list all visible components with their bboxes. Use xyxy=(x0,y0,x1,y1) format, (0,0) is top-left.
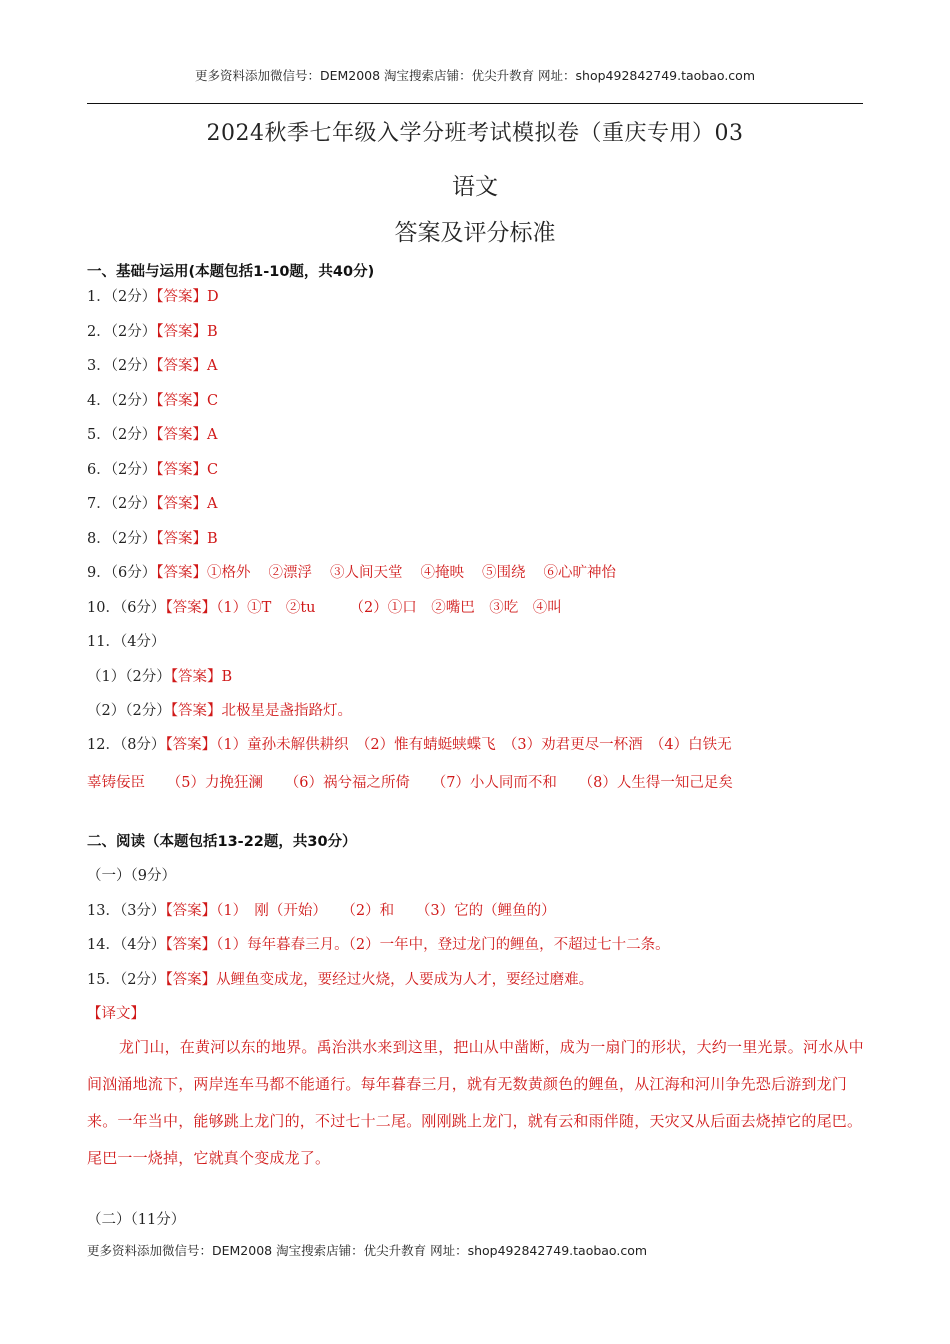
page-header: 更多资料添加微信号：DEM2008 淘宝搜索店铺：优尖升教育 网址：shop492842749.taobao.com xyxy=(194,68,756,83)
q13-prefix: 13．（3分） xyxy=(87,903,166,919)
q11-sub2-answer: 【答案】北极星是盏指路灯。 xyxy=(170,703,352,719)
header-rule xyxy=(87,103,863,104)
q11-sub2 xyxy=(87,699,352,720)
mc-answer: 【答案】B xyxy=(156,530,218,547)
q10-line xyxy=(87,596,562,617)
mc-answer-row xyxy=(87,285,219,306)
mc-answer: 【答案】A xyxy=(156,496,218,512)
part1-label: （一）（9分） xyxy=(87,868,176,884)
q15-prefix: 15．（2分） xyxy=(87,972,166,988)
mc-answer-row xyxy=(87,527,218,548)
q11-prefix: 11．（4分） xyxy=(87,634,166,650)
q14-line xyxy=(87,933,670,954)
q9-part: ③人间天堂 xyxy=(329,565,403,581)
mc-answer-row xyxy=(87,354,217,375)
subject-title: 语文 xyxy=(452,174,498,200)
q11-sub1 xyxy=(87,665,232,686)
q13-line xyxy=(87,899,556,920)
translation-label: 【译文】 xyxy=(87,1006,145,1022)
mc-answer-row xyxy=(87,458,218,479)
q15-answer: 【答案】从鲤鱼变成龙，要经过火烧，人要成为人才，要经过磨难。 xyxy=(165,972,594,988)
q10-part1: （1）①T ②tu xyxy=(216,600,316,616)
mc-prefix: 1．（2分） xyxy=(87,289,157,305)
q9-line xyxy=(87,561,616,582)
document-title: 2024秋季七年级入学分班考试模拟卷（重庆专用）03 xyxy=(206,121,744,146)
mc-prefix: 3．（2分） xyxy=(87,358,157,374)
mc-answer: 【答案】C xyxy=(156,392,219,409)
q12-line1 xyxy=(87,733,732,754)
q9-part: ④掩映 xyxy=(420,565,464,581)
q11-sub1-answer: 【答案】B xyxy=(170,669,233,685)
q10-prefix: 10．（6分） xyxy=(87,600,166,616)
q15-line xyxy=(87,968,593,989)
section2-heading: 二、阅读（本题包括13-22题，共30分） xyxy=(87,834,357,850)
q13-answer: 【答案】（1） 刚（开始） （2）和 （3）它的（鲤鱼的） xyxy=(165,903,556,919)
mc-prefix: 2．（2分） xyxy=(87,323,157,340)
mc-answer: 【答案】B xyxy=(156,323,218,340)
q12-prefix: 12．（8分） xyxy=(87,737,166,753)
mc-answer-row xyxy=(87,320,218,341)
mc-prefix: 8．（2分） xyxy=(87,530,157,547)
q11-sub2-prefix: （2）（2分） xyxy=(87,703,171,719)
mc-answer: 【答案】A xyxy=(156,427,218,443)
q12-answer-line2: 辜铸佞臣 （5）力挽狂澜 （6）祸兮福之所倚 （7）小人同而不和 （8）人生得一知己足矣 xyxy=(87,775,733,791)
answer-key-title: 答案及评分标准 xyxy=(394,220,556,246)
mc-prefix: 4．（2分） xyxy=(87,392,157,409)
q9-part: ②漂浮 xyxy=(268,565,312,581)
q14-prefix: 14．（4分） xyxy=(87,937,166,953)
mc-answer-row xyxy=(87,423,217,444)
mc-answer: 【答案】C xyxy=(156,461,219,478)
translation-paragraph: 龙门山，在黄河以东的地界。禹治洪水来到这里，把山从中凿断，成为一扇门的形状，大约一里光景。河水从中间汹涌地流下，两岸连车马都不能通行。每年暮春三月，就有无数黄颜色的鲤鱼，从江海和河川争先恐后游到龙门来。一年当中，能够跳上龙门的，不过七十二尾。刚刚跳上龙门，就有云和雨伴随，天灾又从后面去烧掉它的尾巴。尾巴一一烧掉，它就真个变成龙了。 xyxy=(87,1038,864,1167)
q9-part: ⑥心旷神怡 xyxy=(543,565,616,581)
mc-prefix: 6．（2分） xyxy=(87,461,157,478)
mc-answer: 【答案】A xyxy=(156,358,218,374)
q14-answer: 【答案】（1）每年暮春三月。（2）一年中，登过龙门的鲤鱼，不超过七十二条。 xyxy=(165,937,670,953)
q10-answer-label: 【答案】 xyxy=(165,600,217,616)
mc-answer-row xyxy=(87,389,218,410)
q12-answer-line1: 【答案】（1）童孙未解供耕织 （2）惟有蜻蜓蛱蝶飞 （3）劝君更尽一杯酒 （4）白铁无 xyxy=(165,737,732,753)
q9-part: ①格外 xyxy=(206,565,251,581)
mc-prefix: 5．（2分） xyxy=(87,427,157,443)
mc-prefix: 7．（2分） xyxy=(87,496,157,512)
q9-prefix: 9．（6分） xyxy=(87,565,157,581)
mc-answer-row xyxy=(87,492,217,513)
mc-answer: 【答案】D xyxy=(156,289,219,305)
q10-part2: （2）①口 ②嘴巴 ③吃 ④叫 xyxy=(349,600,562,616)
q11-sub1-prefix: （1）（2分） xyxy=(87,669,171,685)
q9-part: ⑤围绕 xyxy=(481,565,526,581)
part2-label: （二）（11分） xyxy=(87,1212,186,1228)
page-footer: 更多资料添加微信号：DEM2008 淘宝搜索店铺：优尖升教育 网址：shop492842749.taobao.com xyxy=(87,1243,648,1258)
q9-answer-label: 【答案】 xyxy=(156,565,207,581)
section1-heading: 一、基础与运用(本题包括1-10题，共40分) xyxy=(87,264,375,280)
